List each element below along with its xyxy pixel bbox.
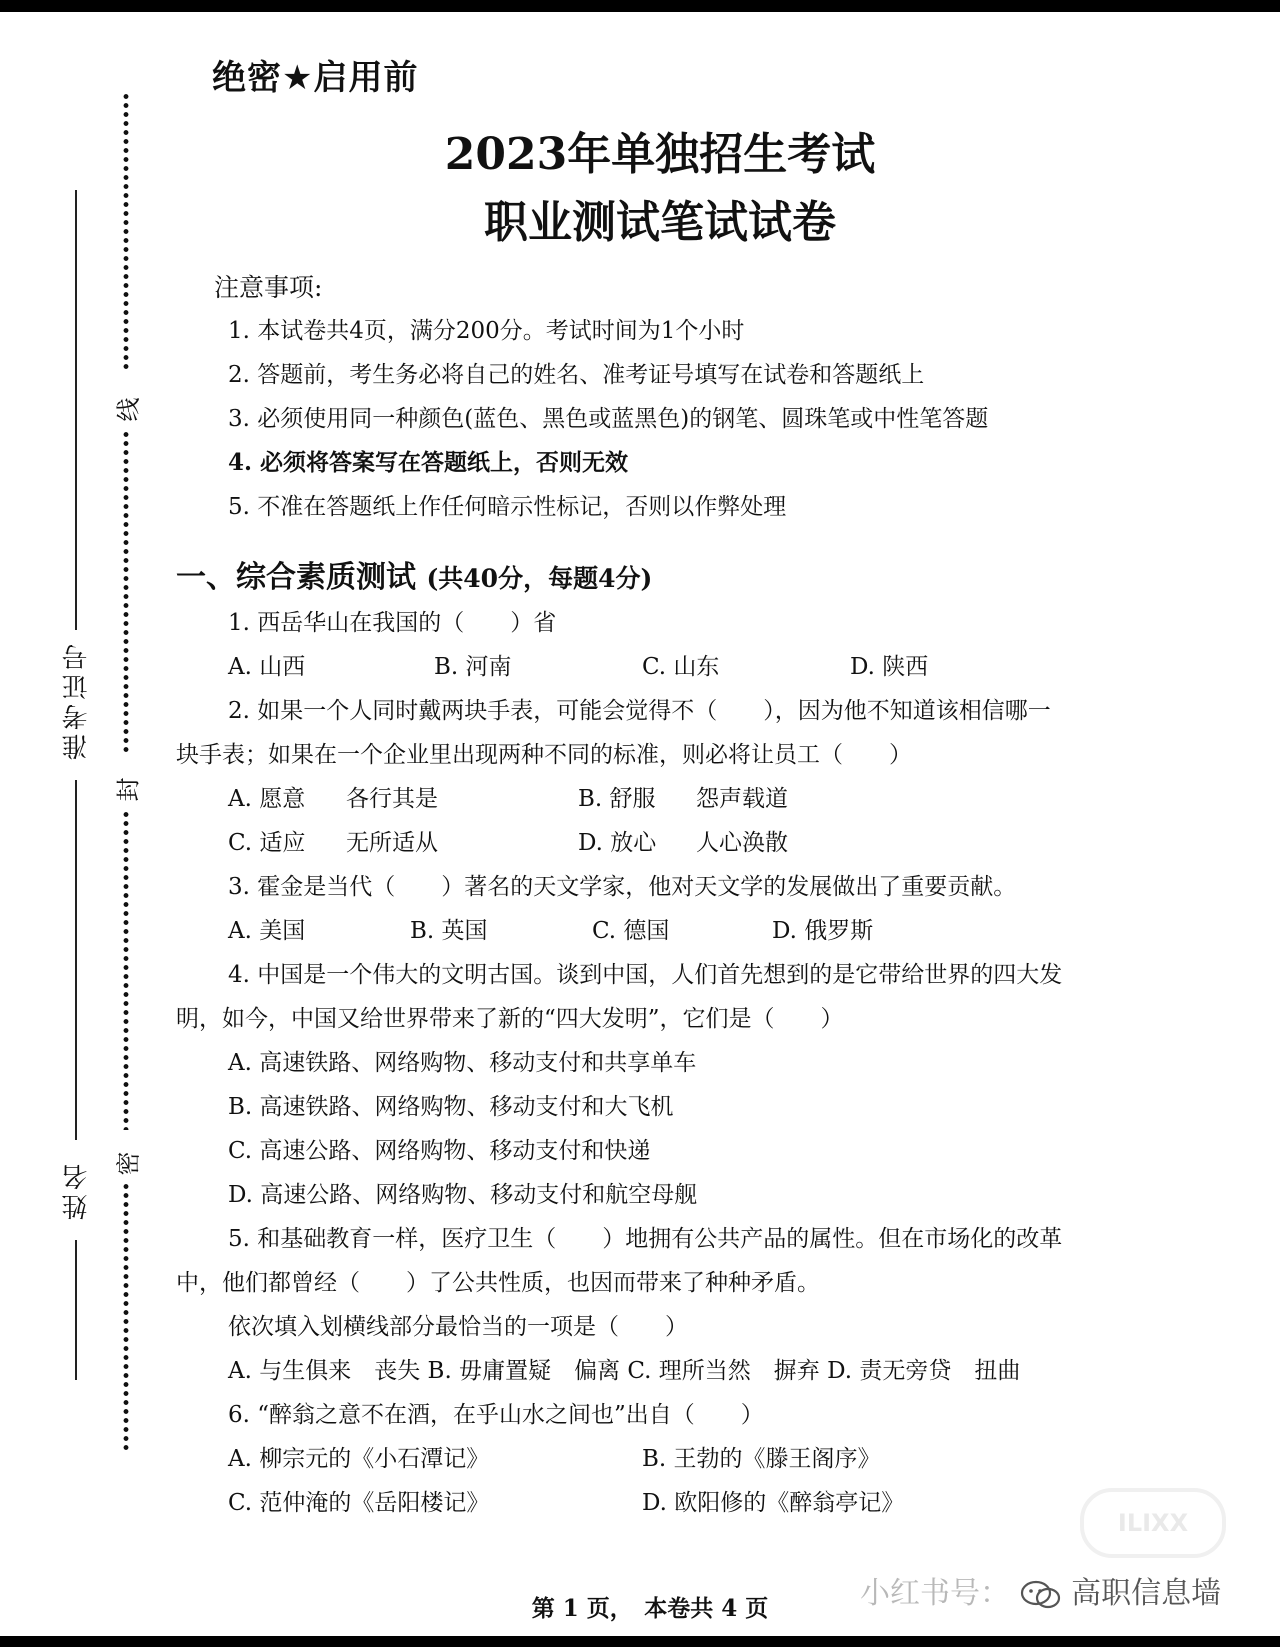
question-5-stem-1: 5. 和基础教育一样，医疗卫生（ ）地拥有公共产品的属性。但在市场化的改革: [228, 1226, 1063, 1252]
q2-option-d-1: D. 放心: [578, 830, 657, 856]
faint-stamp-logo: ILIXX: [1080, 1488, 1226, 1558]
q2-option-b-2: 怨声载道: [696, 786, 788, 812]
q6-option-d: D. 欧阳修的《醉翁亭记》: [642, 1490, 905, 1516]
q6-option-a: A. 柳宗元的《小石潭记》: [228, 1446, 490, 1472]
notice-item-5: 5. 不准在答题纸上作任何暗示性标记，否则以作弊处理: [228, 494, 787, 520]
binding-dots-lower: [122, 810, 130, 1130]
chat-bubble-icon: [1020, 1580, 1062, 1610]
q6-option-b: B. 王勃的《滕王阁序》: [642, 1446, 881, 1472]
seal-char-xian: 线: [114, 397, 143, 422]
question-1-stem: 1. 西岳华山在我国的（ ）省: [228, 610, 557, 636]
q3-option-b: B. 英国: [410, 918, 488, 944]
watermark-prefix: 小红书号：: [860, 1576, 1010, 1611]
q1-option-c: C. 山东: [642, 654, 720, 680]
q2-option-a-2: 各行其是: [346, 786, 438, 812]
q1-option-b: B. 河南: [434, 654, 512, 680]
question-5-stem-3: 依次填入划横线部分最恰当的一项是（ ）: [228, 1314, 688, 1340]
q2-option-c-2: 无所适从: [346, 830, 438, 856]
question-2-stem-1: 2. 如果一个人同时戴两块手表，可能会觉得不（ ），因为他不知道该相信哪一: [228, 698, 1051, 724]
q2-option-b-1: B. 舒服: [578, 786, 656, 812]
exam-title: 2023年单独招生考试: [444, 129, 876, 180]
q4-option-c: C. 高速公路、网络购物、移动支付和快递: [228, 1138, 651, 1164]
q4-option-a: A. 高速铁路、网络购物、移动支付和共享单车: [228, 1050, 697, 1076]
section-score-note: (共40分，每题4分): [426, 564, 653, 593]
question-4-stem-2: 明，如今，中国又给世界带来了新的“四大发明”，它们是（ ）: [176, 1006, 844, 1032]
notice-heading: 注意事项:: [214, 273, 323, 302]
notice-item-3: 3. 必须使用同一种颜色(蓝色、黑色或蓝黑色)的钢笔、圆珠笔或中性笔答题: [228, 406, 989, 432]
q4-option-d: D. 高速公路、网络购物、移动支付和航空母舰: [228, 1182, 698, 1208]
exam-id-label: 准考证号: [62, 640, 92, 760]
question-2-stem-2: 块手表；如果在一个企业里出现两种不同的标准，则必将让员工（ ）: [176, 742, 912, 768]
watermark: [860, 1568, 1221, 1612]
seal-char-mi: 密: [114, 1151, 143, 1176]
notice-item-4: 4. 必须将答案写在答题纸上，否则无效: [228, 449, 629, 476]
section-title: [176, 552, 652, 596]
q5-options: A. 与生俱来 丧失 B. 毋庸置疑 偏离 C. 理所当然 摒弃 D. 责无旁贷 扭曲: [228, 1358, 1021, 1384]
exam-subtitle: 职业测试笔试试卷: [484, 197, 836, 248]
notice-item-1: 1. 本试卷共4页，满分200分。考试时间为1个小时: [228, 318, 745, 344]
confidential-mark: 绝密★启用前: [212, 58, 419, 98]
binding-dots-upper: [122, 430, 130, 755]
seal-char-feng: 封: [114, 777, 143, 802]
q3-option-a: A. 美国: [228, 918, 306, 944]
q3-option-d: D. 俄罗斯: [772, 918, 874, 944]
q3-option-c: C. 德国: [592, 918, 670, 944]
q6-option-c: C. 范仲淹的《岳阳楼记》: [228, 1490, 490, 1516]
q4-option-b: B. 高速铁路、网络购物、移动支付和大飞机: [228, 1094, 674, 1120]
page-footer: 第 1 页， 本卷共 4 页: [531, 1595, 769, 1622]
notice-item-2: 2. 答题前，考生务必将自己的姓名、准考证号填写在试卷和答题纸上: [228, 362, 925, 388]
binding-dots-bottom: [122, 1182, 130, 1454]
name-line: [75, 1240, 77, 1380]
q2-option-a-1: A. 愿意: [228, 786, 306, 812]
q1-option-a: A. 山西: [228, 654, 306, 680]
section-name: 一、综合素质测试: [176, 560, 416, 595]
watermark-account: 高职信息墙: [1071, 1576, 1222, 1611]
question-6-stem: 6. “醉翁之意不在酒，在乎山水之间也”出自（ ）: [228, 1402, 764, 1428]
exam-id-line-upper: [75, 190, 77, 630]
question-3-stem: 3. 霍金是当代（ ）著名的天文学家，他对天文学的发展做出了重要贡献。: [228, 874, 1017, 900]
q1-option-d: D. 陕西: [850, 654, 929, 680]
question-5-stem-2: 中，他们都曾经（ ）了公共性质，也因而带来了种种矛盾。: [176, 1270, 820, 1296]
name-label: 姓名: [62, 1160, 92, 1220]
q2-option-c-1: C. 适应: [228, 830, 306, 856]
top-border: [0, 0, 1280, 12]
exam-id-line-lower: [75, 780, 77, 1140]
question-4-stem-1: 4. 中国是一个伟大的文明古国。谈到中国，人们首先想到的是它带给世界的四大发: [228, 962, 1063, 988]
q2-option-d-2: 人心涣散: [696, 830, 788, 856]
bottom-border: [0, 1636, 1280, 1647]
